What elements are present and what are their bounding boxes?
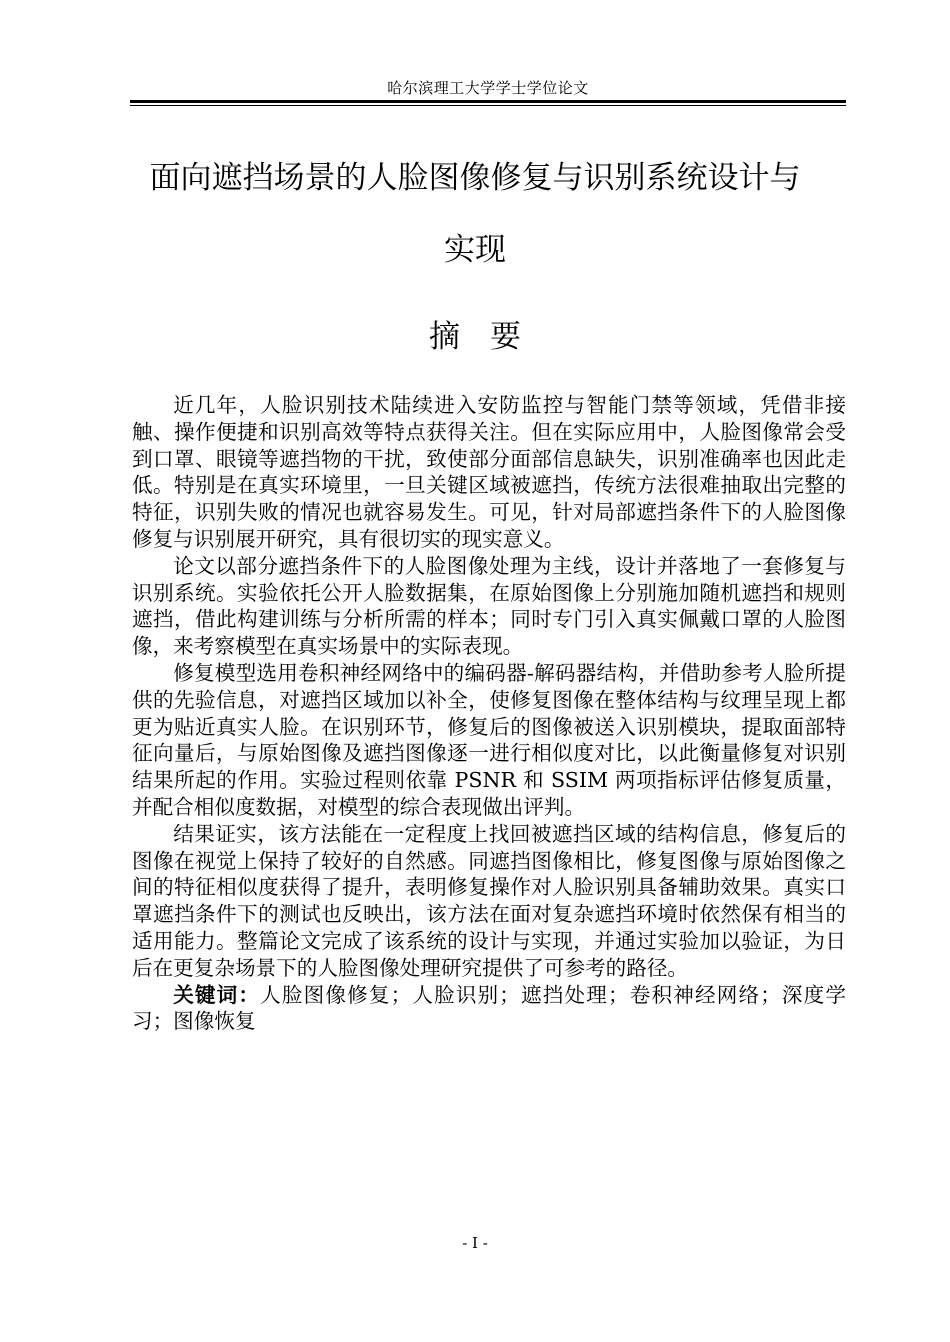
keywords-label: 关键词： [173,982,261,1007]
running-header: 哈尔滨理工大学学士学位论文 [387,79,589,97]
abstract-paragraph-3: 修复模型选用卷积神经网络中的编码器-解码器结构，并借助参考人脸所提供的先验信息，对遮挡区域加以补全，使修复图像在整体结构与纹理呈现上都更为贴近真实人脸。在识别环节，修复后的图像被送入识别模块，提取面部特征向量后，与原始图像及遮挡图像逐一进行相似度对比，以此衡量修复对识别结果所起的作用。实验过程则依靠 PSNR 和 SSIM 两项指标评估修复质量，并配合相似度数据，对模型的综合表现做出评判。 [132,660,846,819]
abstract-paragraph-4: 结果证实，该方法能在一定程度上找回被遮挡区域的结构信息，修复后的图像在视觉上保持了较好的自然感。同遮挡图像相比，修复图像与原始图像之间的特征相似度获得了提升，表明修复操作对人脸识别具备辅助效果。真实口罩遮挡条件下的测试也反映出，该方法在面对复杂遮挡环境时依然保有相当的适用能力。整篇论文完成了该系统的设计与实现，并通过实验加以验证，为日后在更复杂场景下的人脸图像处理研究提供了可参考的路径。 [132,821,846,980]
abstract-body [132,392,846,1035]
abstract-paragraph-1: 近几年，人脸识别技术陆续进入安防监控与智能门禁等领域，凭借非接触、操作便捷和识别高效等特点获得关注。但在实际应用中，人脸图像常会受到口罩、眼镜等遮挡物的干扰，致使部分面部信息缺失，识别准确率也因此走低。特别是在真实环境里，一旦关键区域被遮挡，传统方法很难抽取出完整的特征，识别失败的情况也就容易发生。可见，针对局部遮挡条件下的人脸图像修复与识别展开研究，具有很切实的现实意义。 [132,393,846,551]
abstract-heading: 摘要 [429,319,551,355]
header-rule-thin [130,105,846,106]
thesis-title-line-1: 面向遮挡场景的人脸图像修复与识别系统设计与 [149,160,801,196]
header-rule-thick [130,100,846,103]
keywords-line [132,982,846,1036]
thesis-title-line-2: 实现 [444,232,506,268]
page-number: - I - [462,1234,488,1252]
keywords-text: 人脸图像修复；人脸识别；遮挡处理；卷积神经网络；深度学习；图像恢复 [132,982,847,1034]
abstract-paragraph-2: 论文以部分遮挡条件下的人脸图像处理为主线，设计并落地了一套修复与识别系统。实验依托公开人脸数据集，在原始图像上分别施加随机遮挡和规则遮挡，借此构建训练与分析所需的样本；同时专门引入真实佩戴口罩的人脸图像，来考察模型在真实场景中的实际表现。 [132,553,846,659]
